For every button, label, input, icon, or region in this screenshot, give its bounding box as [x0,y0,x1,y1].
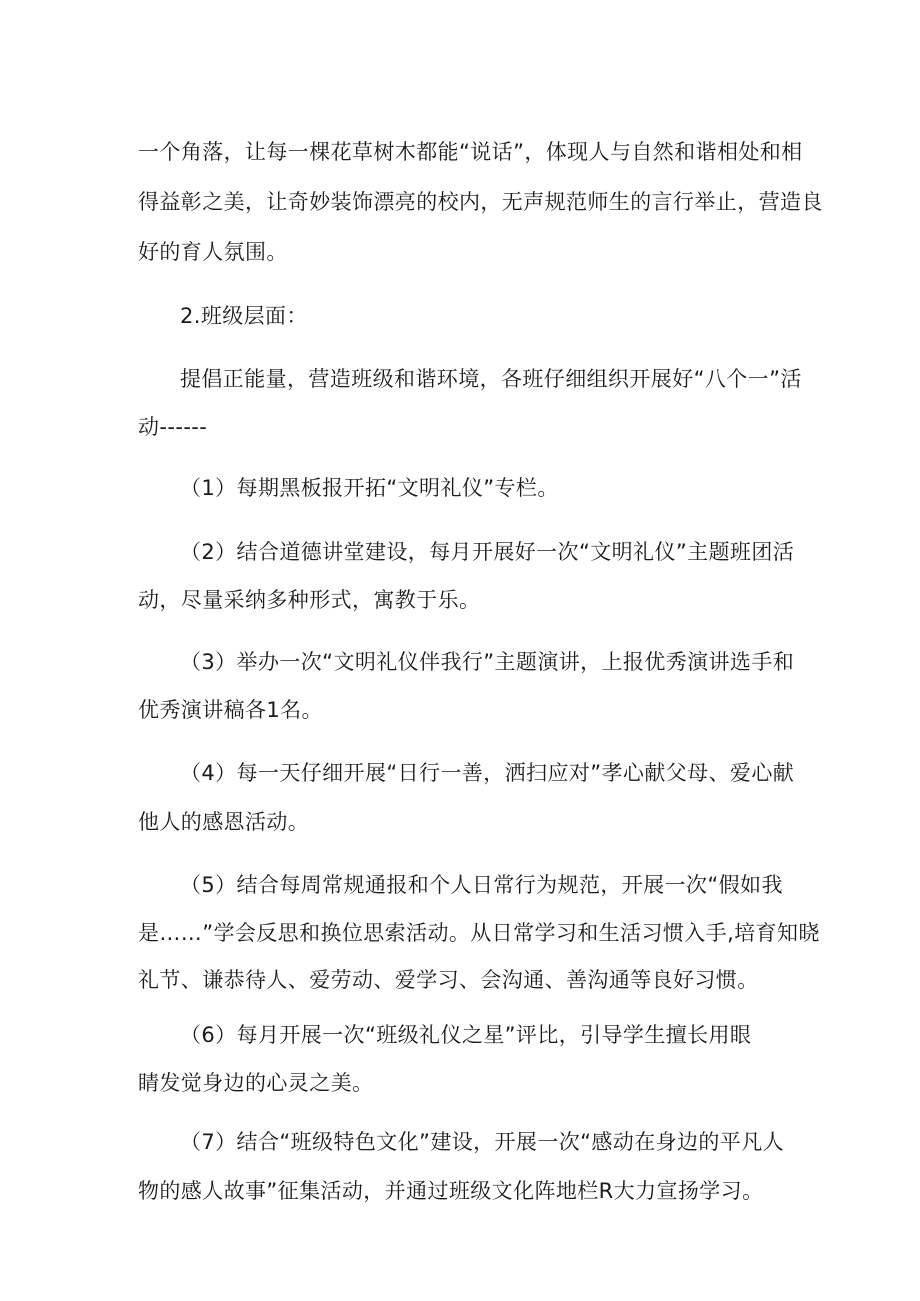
list-item-7-cont: 物的感人故事”征集活动，并通过班级文化阵地栏R大力宣扬学习。 [138,1179,764,1203]
paragraph-line: 得益彰之美，让奇妙装饰漂亮的校内，无声规范师生的言行举止，营造良 [138,190,823,214]
paragraph-line: 好的育人氛围。 [138,240,288,264]
list-item-5: （5）结合每周常规通报和个人日常行为规范，开展一次“假如我 [180,873,783,897]
list-item-7: （7）结合“班级特色文化”建设，开展一次“感动在身边的平凡人 [180,1130,784,1154]
paragraph-line: 动------ [138,415,208,439]
list-item-3-cont: 优秀演讲稿各1名。 [138,698,323,722]
list-item-4: （4）每一天仔细开展“日行一善，洒扫应对”孝心献父母、爱心献 [180,761,795,785]
list-item-3: （3）举办一次“文明礼仪伴我行”主题演讲，上报优秀演讲选手和 [180,650,795,674]
list-item-5-cont: 礼节、谦恭待人、爱劳动、爱学习、会沟通、善沟通等良好习惯。 [138,968,759,992]
list-item-6: （6）每月开展一次“班级礼仪之星”评比，引导学生擅长用眼 [180,1023,752,1047]
list-item-2-cont: 动，尽量采纳多种形式，寓教于乐。 [138,588,481,612]
list-item-4-cont: 他人的感恩活动。 [138,810,310,834]
paragraph-line: 一个角落，让每一棵花草树木都能“说话”，体现人与自然和谐相处和相 [138,140,803,164]
list-item-6-cont: 睛发觉身边的心灵之美。 [138,1071,374,1095]
list-item-5-cont: 是……”学会反思和换位思索活动。从日常学习和生活习惯入手,培育知晓 [138,921,820,945]
list-item-2: （2）结合道德讲堂建设，每月开展好一次“文明礼仪”主题班团活 [180,540,795,564]
list-item-1: （1）每期黑板报开拓“文明礼仪”专栏。 [180,476,559,500]
paragraph-line: 提倡正能量，营造班级和谐环境，各班仔细组织开展好“八个一”活 [180,367,802,391]
section-heading: 2.班级层面： [180,304,308,328]
